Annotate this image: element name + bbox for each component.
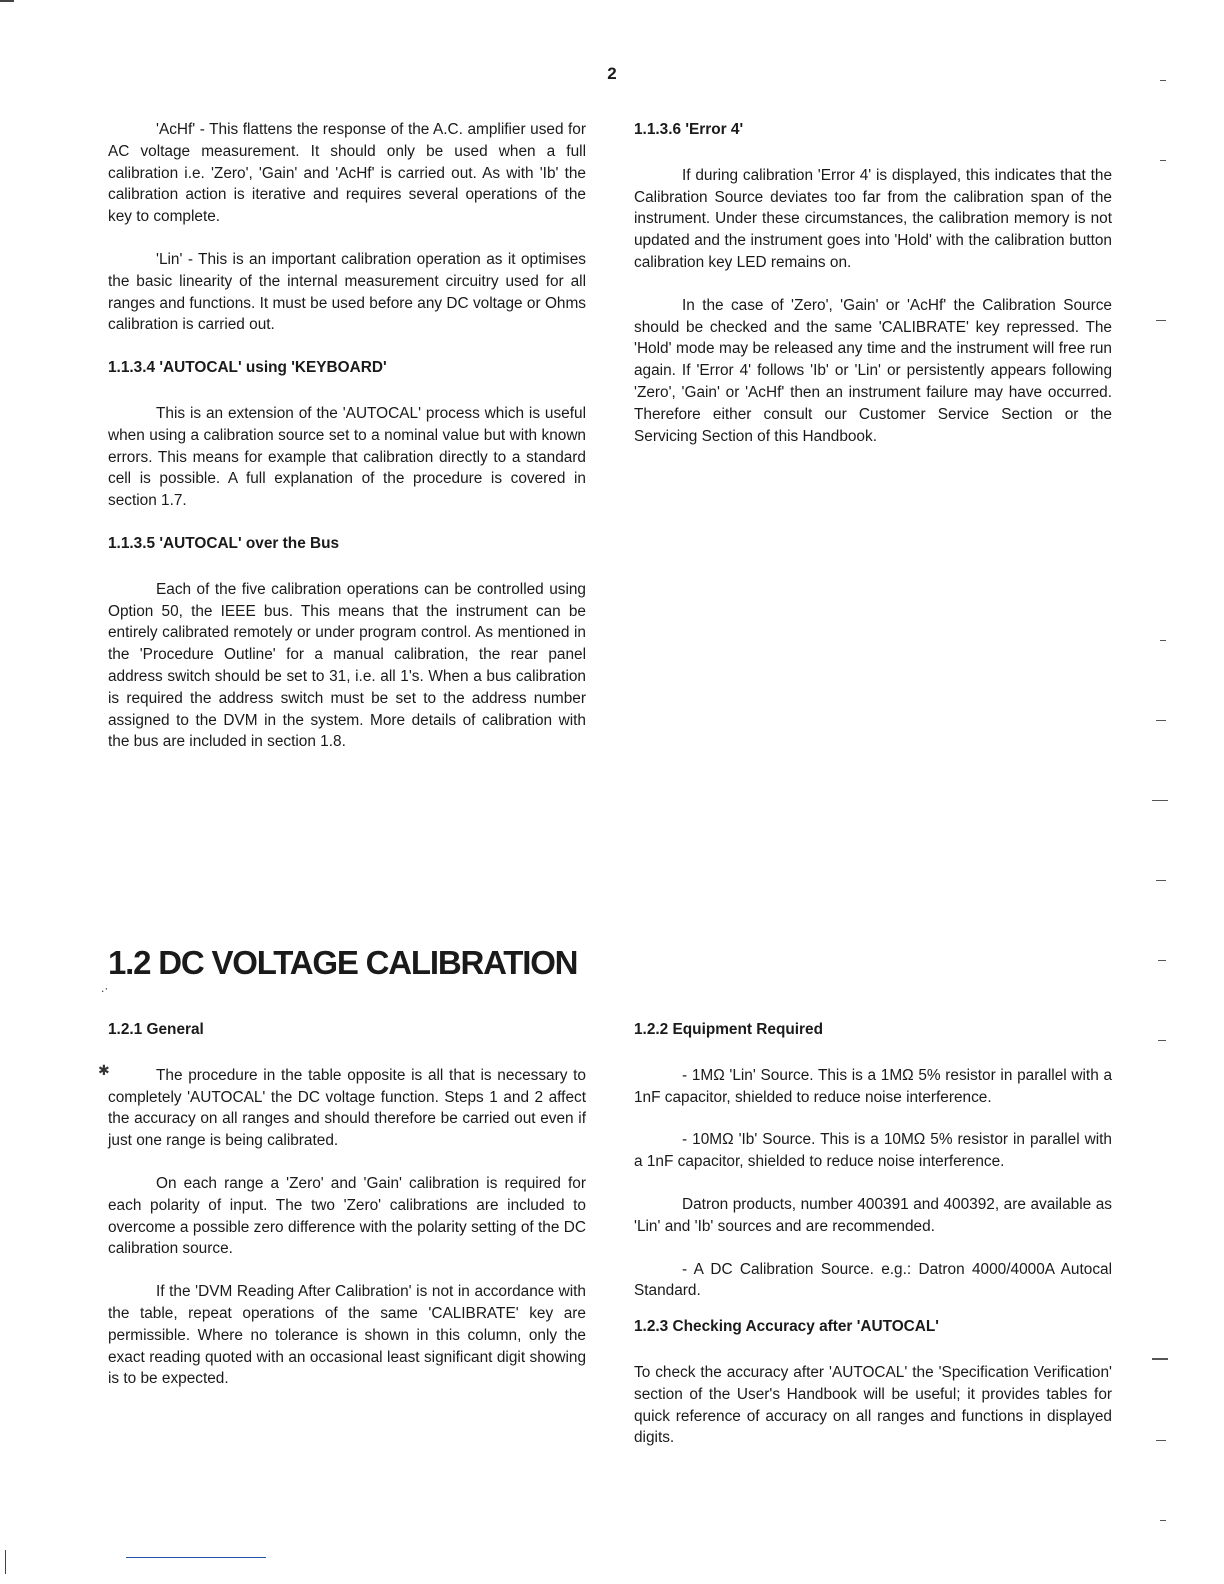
error4-paragraph-1: If during calibration 'Error 4' is displayed, this indicates that the Calibration Source deviates too far from the calibration span of the instrument. Under these circumstances, the calibration memory is not updated and the instrument goes into 'Hold' with the calibration button calibration key LED remains on. [634, 166, 1112, 271]
lin-paragraph: 'Lin' - This is an important calibration operation as it optimises the basic linearity of the internal measurement circuitry used for all ranges and functions. It must be used before any DC voltage or Ohms calibration is carried out. [108, 250, 586, 334]
page-number: 2 [607, 64, 617, 83]
heading-1-1-3-4: 1.1.3.4 'AUTOCAL' using 'KEYBOARD' [108, 359, 387, 377]
margin-mark [1156, 880, 1166, 881]
margin-mark [1160, 80, 1166, 81]
margin-mark [1158, 960, 1166, 961]
scan-speck: .· [101, 981, 109, 995]
equipment-lin-source: - 1MΩ 'Lin' Source. This is a 1MΩ 5% resistor in parallel with a 1nF capacitor, shielded to reduce noise interference. [634, 1066, 1112, 1106]
heading-1-1-3-5: 1.1.3.5 'AUTOCAL' over the Bus [108, 534, 340, 552]
margin-mark [1156, 320, 1166, 321]
left-column-bottom [108, 1019, 586, 1411]
heading-1-2-1: 1.2.1 General [108, 1021, 204, 1038]
scan-edge-tick [5, 1550, 6, 1574]
margin-mark [1152, 800, 1168, 801]
footnote-rule [126, 1557, 266, 1558]
equipment-ib-source: - 10MΩ 'Ib' Source. This is a 10MΩ 5% resistor in parallel with a 1nF capacitor, shielded to reduce noise interference. [634, 1131, 1112, 1171]
error4-paragraph-2: In the case of 'Zero', 'Gain' or 'AcHf' the Calibration Source should be checked and the same 'CALIBRATE' key repressed. The 'Hold' mode may be released any time and the instrument will free run again. If 'Error 4' follows 'Ib' or 'Lin' or persistently appears following 'Zero', 'Gain' or 'AcHf' then an instrument failure may have occurred. Therefore either consult our Customer Service Section or the Servicing Section of this Handbook. [634, 296, 1112, 445]
equipment-dc-source: - A DC Calibration Source. e.g.: Datron 4000/4000A Autocal Standard. [634, 1260, 1112, 1300]
margin-mark [1160, 160, 1166, 161]
checking-accuracy-paragraph: To check the accuracy after 'AUTOCAL' the 'Specification Verification' section of the User's Handbook will be useful; it provides tables for quick reference of accuracy on all ranges and functions in displayed digits. [634, 1363, 1112, 1447]
general-paragraph-2: On each range a 'Zero' and 'Gain' calibration is required for each polarity of input. The two 'Zero' calibrations are included to overcome a possible zero difference with the polarity setting of the DC calibration source. [108, 1174, 586, 1258]
margin-mark [1160, 1520, 1166, 1521]
achf-paragraph: 'AcHf' - This flattens the response of the A.C. amplifier used for AC voltage measurement. It should only be used when a full calibration i.e. 'Zero', 'Gain' and 'AcHf' is carried out. As with 'Ib' the calibration action is iterative and requires several operations of the key to complete. [108, 121, 586, 226]
margin-mark [1160, 640, 1166, 641]
scan-corner-mark [0, 0, 14, 2]
general-paragraph-3: If the 'DVM Reading After Calibration' is not in accordance with the table, repeat operations of the same 'CALIBRATE' key are permissible. Where no tolerance is shown in this column, only the exact reading quoted with an occasional least significant digit showing is to be expected. [108, 1283, 586, 1388]
margin-mark [1158, 1040, 1166, 1041]
scan-speck-2: ✱ [98, 1062, 110, 1078]
general-paragraph-1: The procedure in the table opposite is all that is necessary to completely 'AUTOCAL' the DC voltage function. Steps 1 and 2 affect the accuracy on all ranges and should therefore be carried out even if just one range is being calibrated. [108, 1066, 586, 1150]
heading-1-1-3-6: 1.1.3.6 'Error 4' [634, 121, 744, 138]
heading-1-2-2: 1.2.2 Equipment Required [634, 1021, 824, 1038]
margin-mark [1156, 1440, 1166, 1441]
autocal-bus-paragraph: Each of the five calibration operations can be controlled using Option 50, the IEEE bus. This means that the instrument can be entirely calibrated remotely or under program control. As mentioned in the 'Procedure Outline' for a manual calibration, the rear panel address switch should be set to 31, i.e. all 1's. When a bus calibration is required the address switch must be set to the address number assigned to the DVM in the system. More details of calibration with the bus are included in section 1.8. [108, 580, 586, 751]
autocal-keyboard-paragraph: This is an extension of the 'AUTOCAL' process which is useful when using a calibration source set to a nominal value but with known errors. This means for example that calibration directly to a standard cell is possible. A full explanation of the procedure is covered in section 1.7. [108, 404, 586, 510]
right-column-bottom [634, 1019, 1112, 1470]
right-column-top [634, 119, 1112, 468]
section-title-dc-voltage-calibration: 1.2 DC VOLTAGE CALIBRATION [108, 944, 578, 981]
margin-mark [1152, 1358, 1168, 1360]
margin-mark [1156, 720, 1166, 721]
left-column-top [108, 119, 586, 774]
equipment-datron-products: Datron products, number 400391 and 400392, are available as 'Lin' and 'Ib' sources and are recommended. [634, 1195, 1112, 1235]
heading-1-2-3: 1.2.3 Checking Accuracy after 'AUTOCAL' [634, 1318, 939, 1336]
